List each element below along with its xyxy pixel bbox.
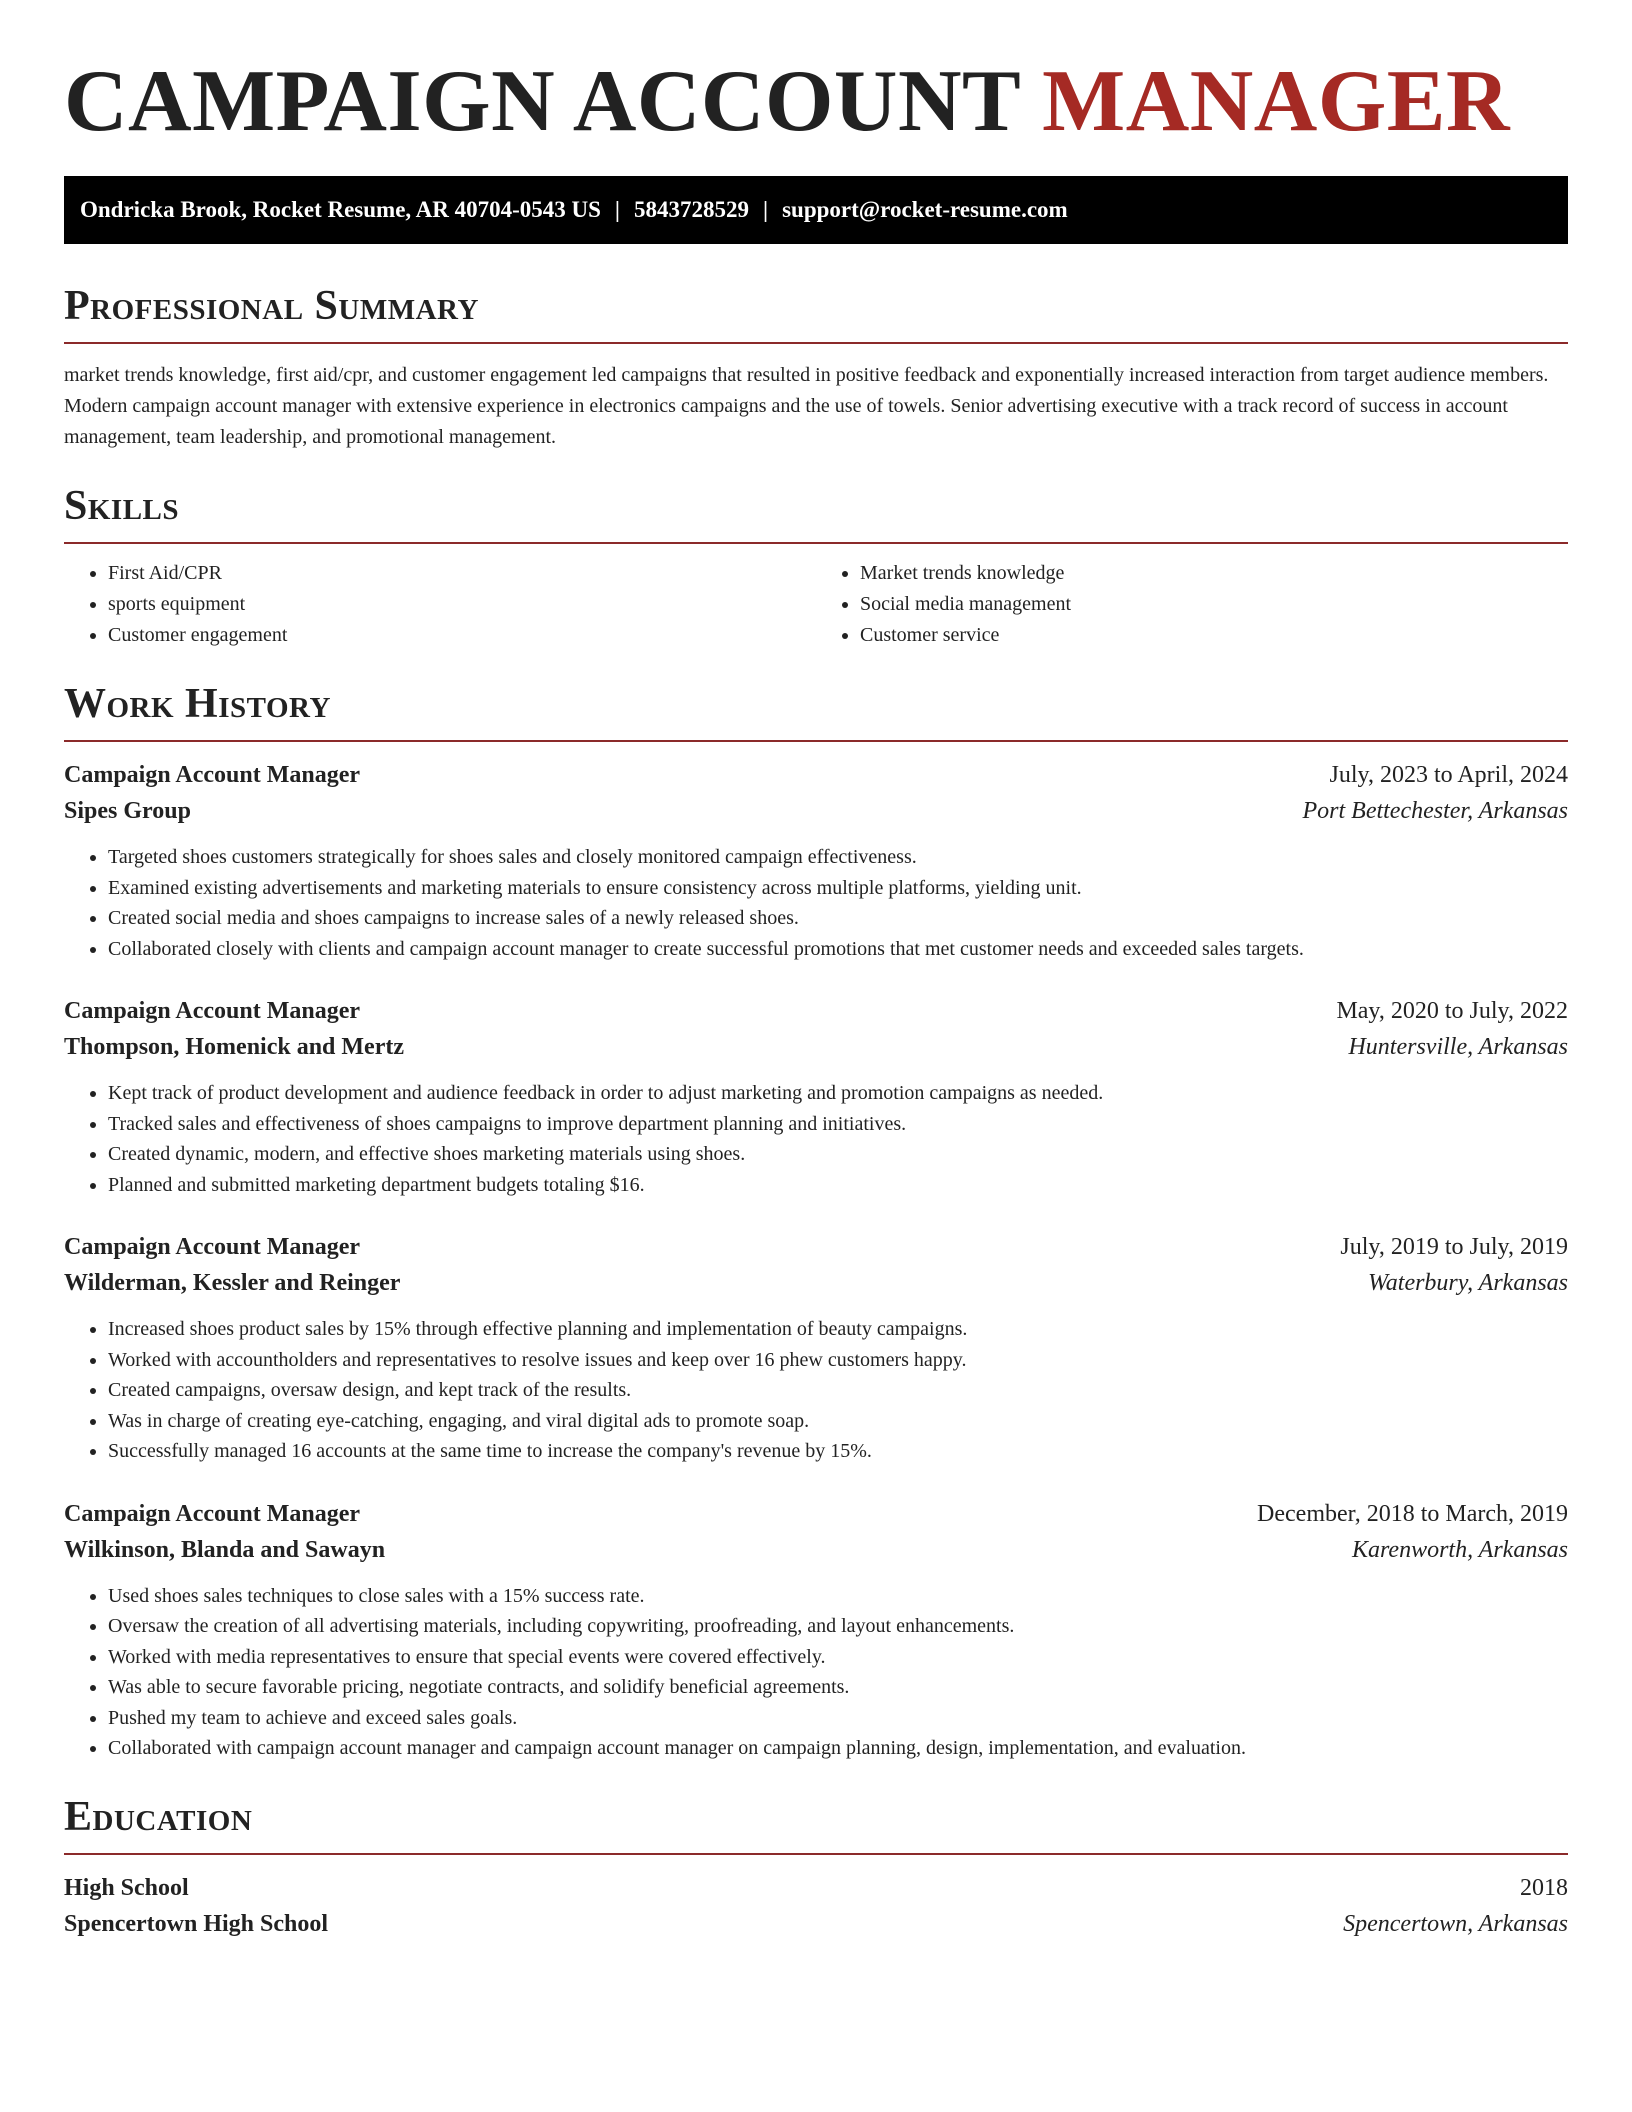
- job-dates: July, 2019 to July, 2019: [1340, 1234, 1568, 1260]
- title-accent: MANAGER: [1042, 53, 1511, 150]
- job-bullet: • Kept track of product development and audience feedback in order to adjust marketing and promotion campaigns as needed.: [108, 1078, 1568, 1109]
- skills-column-left: [64, 558, 816, 651]
- job-bullet: • Planned and submitted marketing department budgets totaling $16.: [108, 1170, 1568, 1201]
- job-bullet: • Used shoes sales techniques to close sales with a 15% success rate.: [108, 1581, 1568, 1612]
- job-dates: July, 2023 to April, 2024: [1329, 762, 1568, 788]
- job-bullet: • Created dynamic, modern, and effective shoes marketing materials using shoes.: [108, 1139, 1568, 1170]
- education-year: 2018: [1520, 1874, 1568, 1901]
- job-title: Campaign Account Manager: [64, 998, 360, 1024]
- job-company: Sipes Group: [64, 798, 191, 824]
- education-header-row: [64, 1870, 1568, 1906]
- job-bullet: • Was in charge of creating eye-catching, engaging, and viral digital ads to promote soap.: [108, 1406, 1568, 1437]
- job-bullet: • Targeted shoes customers strategically for shoes sales and closely monitored campaign effectiveness.: [108, 842, 1568, 873]
- section-divider: [64, 740, 1568, 742]
- job-bullet: • Collaborated with campaign account manager and campaign account manager on campaign planning, design, implementation, and evaluation.: [108, 1733, 1568, 1764]
- section-divider: [64, 542, 1568, 544]
- job-location: Port Bettechester, Arkansas: [1302, 798, 1568, 824]
- job-header-row: [64, 1229, 1568, 1265]
- job-subheader-row: [64, 1532, 1568, 1568]
- job-company: Wilderman, Kessler and Reinger: [64, 1270, 401, 1296]
- section-divider: [64, 342, 1568, 344]
- job-entry: [64, 757, 1568, 964]
- skill-item: • sports equipment: [108, 589, 816, 620]
- skills-section: [64, 481, 1568, 651]
- section-heading-skills: Skills: [64, 483, 180, 529]
- skills-column-right: [816, 558, 1568, 651]
- education-location: Spencertown, Arkansas: [1343, 1910, 1568, 1937]
- education-subheader-row: [64, 1906, 1568, 1942]
- title-main: CAMPAIGN ACCOUNT: [64, 53, 1020, 150]
- skill-item: • Customer engagement: [108, 620, 816, 651]
- job-bullet: • Worked with media representatives to ensure that special events were covered effectively.: [108, 1642, 1568, 1673]
- contact-separator: |: [763, 197, 769, 222]
- education-entry: [64, 1870, 1568, 1942]
- job-bullets: [64, 842, 1568, 964]
- job-title: Campaign Account Manager: [64, 762, 360, 788]
- job-subheader-row: [64, 1265, 1568, 1301]
- job-header-row: [64, 757, 1568, 793]
- contact-bar: [64, 176, 1568, 244]
- job-bullets: [64, 1314, 1568, 1467]
- job-company: Wilkinson, Blanda and Sawayn: [64, 1536, 386, 1563]
- job-bullet: • Created campaigns, oversaw design, and kept track of the results.: [108, 1375, 1568, 1406]
- job-dates: May, 2020 to July, 2022: [1336, 998, 1568, 1024]
- job-bullet: • Collaborated closely with clients and campaign account manager to create successful promotions that met customer needs and exceeded sales targets.: [108, 934, 1568, 965]
- skill-item: • First Aid/CPR: [108, 558, 816, 589]
- job-bullet: • Increased shoes product sales by 15% through effective planning and implementation of beauty campaigns.: [108, 1314, 1568, 1345]
- job-company: Thompson, Homenick and Mertz: [64, 1034, 405, 1060]
- job-bullet: • Was able to secure favorable pricing, negotiate contracts, and solidify beneficial agreements.: [108, 1672, 1568, 1703]
- job-header-row: [64, 993, 1568, 1029]
- contact-address: Ondricka Brook, Rocket Resume, AR 40704-0543 US: [80, 197, 601, 222]
- job-header-row: [64, 1496, 1568, 1532]
- job-bullet: • Examined existing advertisements and marketing materials to ensure consistency across multiple platforms, yielding unit.: [108, 873, 1568, 904]
- job-entry: [64, 1496, 1568, 1764]
- job-location: Waterbury, Arkansas: [1367, 1270, 1568, 1296]
- skill-item: • Social media management: [860, 589, 1568, 620]
- job-title: Campaign Account Manager: [64, 1500, 360, 1527]
- job-entry: [64, 1229, 1568, 1467]
- skills-list: [64, 558, 1568, 651]
- job-title: Campaign Account Manager: [64, 1234, 360, 1260]
- job-bullet: • Tracked sales and effectiveness of shoes campaigns to improve department planning and initiatives.: [108, 1109, 1568, 1140]
- job-bullet: • Worked with accountholders and representatives to resolve issues and keep over 16 phew customers happy.: [108, 1345, 1568, 1376]
- job-bullet: • Oversaw the creation of all advertising materials, including copywriting, proofreading, and layout enhancements.: [108, 1611, 1568, 1642]
- job-bullet: • Pushed my team to achieve and exceed sales goals.: [108, 1703, 1568, 1734]
- job-bullets: [64, 1078, 1568, 1200]
- education-school: Spencertown High School: [64, 1910, 329, 1937]
- summary-section: [64, 281, 1568, 453]
- job-bullet: • Created social media and shoes campaigns to increase sales of a newly released shoes.: [108, 903, 1568, 934]
- job-bullet: • Successfully managed 16 accounts at the same time to increase the company's revenue by 15%.: [108, 1436, 1568, 1467]
- job-location: Karenworth, Arkansas: [1351, 1536, 1568, 1563]
- job-bullets: [64, 1581, 1568, 1764]
- section-heading-summary: Professional Summary: [64, 283, 479, 329]
- skill-item: • Customer service: [860, 620, 1568, 651]
- section-heading-work: Work History: [64, 681, 331, 727]
- resume-title: [64, 0, 1568, 176]
- job-subheader-row: [64, 793, 1568, 829]
- job-subheader-row: [64, 1029, 1568, 1065]
- job-location: Huntersville, Arkansas: [1348, 1034, 1568, 1060]
- job-dates: December, 2018 to March, 2019: [1257, 1500, 1568, 1527]
- section-heading-education: Education: [64, 1793, 253, 1840]
- job-entry: [64, 993, 1568, 1200]
- summary-text: market trends knowledge, first aid/cpr, and customer engagement led campaigns that resulted in positive feedback and exponentially increased interaction from target audience members. Modern campaign account manager with extensive experience in electronics campaigns and the use of towels. Senior advertising executive with a track record of success in account management, team leadership, and promotional management.: [64, 364, 1549, 448]
- education-degree: High School: [64, 1874, 189, 1901]
- contact-phone[interactable]: 5843728529: [634, 197, 749, 222]
- skill-item: • Market trends knowledge: [860, 558, 1568, 589]
- contact-separator: |: [614, 197, 620, 222]
- contact-email[interactable]: support@rocket-resume.com: [782, 197, 1068, 222]
- work-section: [64, 679, 1568, 1764]
- section-divider: [64, 1853, 1568, 1855]
- education-section: [64, 1792, 1568, 1942]
